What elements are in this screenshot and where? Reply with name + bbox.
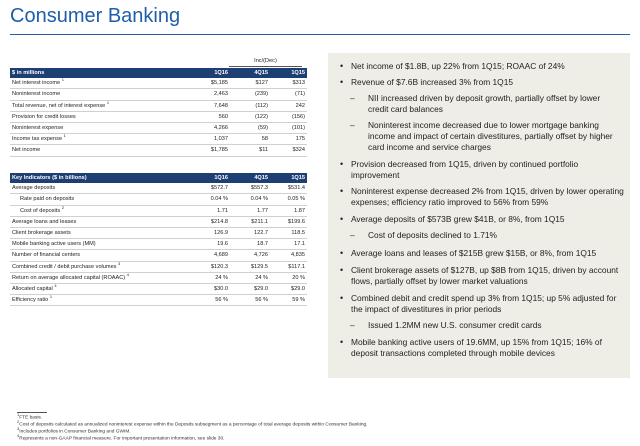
row-label-text: Provision for credit losses: [12, 113, 76, 120]
table-row: [10, 284, 307, 295]
value-cell: $11: [230, 145, 270, 156]
footnote: $^4$Represents a non-GAAP financial measure. For important presentation information, see slide 30.: [17, 433, 225, 442]
bullet-item: [340, 77, 626, 88]
value-cell: 56 %: [198, 295, 230, 306]
bullet-item: [340, 186, 626, 208]
row-label: [10, 134, 198, 145]
value-cell: $531.4: [270, 183, 307, 194]
footnote-marker: 4: [54, 283, 57, 289]
bullet-text: Revenue of $7.6B increased 3% from 1Q15: [351, 77, 514, 87]
row-label-text: Total revenue, net of interest expense: [12, 102, 106, 109]
value-cell: $199.6: [270, 216, 307, 227]
row-label-text: Allocated capital: [12, 286, 53, 293]
value-cell: 175: [270, 134, 307, 145]
row-label: [10, 205, 198, 216]
row-label: [10, 228, 198, 239]
value-cell: 1.77: [230, 205, 270, 216]
row-label-text: Net interest income: [12, 80, 61, 87]
value-cell: $5,185: [198, 78, 230, 89]
row-label-text: Average deposits: [12, 185, 56, 192]
bullet-icon: •: [340, 186, 344, 196]
value-cell: 19.6: [198, 239, 230, 250]
value-cell: $214.8: [198, 216, 230, 227]
financials-table-body: [10, 78, 307, 156]
bullet-text: Client brokerage assets of $127B, up $8B from 1Q15, driven by account flows, partially offset by lower market valuations: [351, 265, 619, 286]
footnote-marker: 4: [126, 272, 129, 277]
row-label: [10, 123, 198, 134]
value-cell: 7,648: [198, 100, 230, 111]
footnote-marker: 1: [49, 294, 53, 300]
footnote-marker: 1: [63, 133, 66, 139]
value-cell: 122.7: [230, 228, 270, 239]
row-label-text: Rate paid on deposits: [20, 196, 75, 203]
sub-bullet-text: Noninterest income decreased due to lower mortgage banking income and impact of certain divestitures, partially offset by higher card income and service charges: [368, 120, 613, 152]
value-cell: 2,463: [198, 89, 230, 100]
value-cell: $324: [270, 145, 307, 156]
row-label-text: Income tax expense: [12, 136, 63, 143]
row-label: [10, 145, 198, 156]
value-cell: $30.0: [198, 284, 230, 295]
value-cell: 1,037: [198, 134, 230, 145]
value-cell: 58: [230, 134, 270, 145]
row-label: [10, 284, 198, 295]
bullet-text: Combined debit and credit spend up 3% from 1Q15; up 5% adjusted for the impact of divestitures in prior periods: [351, 293, 617, 314]
sub-bullet-item: [350, 230, 622, 241]
key-indicators-table: [10, 173, 307, 306]
value-cell: (239): [230, 89, 270, 100]
value-cell: 118.5: [270, 228, 307, 239]
dash-icon: –: [350, 320, 355, 330]
value-cell: 59 %: [270, 295, 307, 306]
sub-bullet-item: [350, 93, 622, 115]
header-cell: 1Q15: [270, 173, 307, 183]
row-label: [10, 239, 198, 250]
footnote-marker: 1: [61, 78, 64, 83]
bullet-item: [340, 293, 626, 315]
value-cell: 1.87: [270, 205, 307, 216]
row-label-text: Net income: [12, 147, 41, 154]
dash-icon: –: [350, 120, 355, 130]
bullet-item: [340, 337, 626, 359]
table-header-row: [10, 173, 307, 183]
header-cell: 1Q15: [270, 68, 307, 78]
row-label: [10, 78, 198, 89]
value-cell: $572.7: [198, 183, 230, 194]
row-label: [10, 261, 198, 272]
bullet-text: Net income of $1.8B, up 22% from 1Q15; ROAAC of 24%: [351, 61, 565, 71]
bullet-text: Noninterest expense decreased 2% from 1Q15, driven by lower operating expenses; efficiency ratio improved to 56% from 59%: [351, 186, 624, 207]
header-cell: 4Q15: [230, 68, 270, 78]
row-label: [10, 183, 198, 194]
bullet-item: [340, 248, 626, 259]
footnote-text: FTE basis.: [19, 415, 43, 421]
row-label-text: Noninterest expense: [12, 125, 64, 132]
table-row: [10, 261, 307, 272]
value-cell: (112): [230, 100, 270, 111]
value-cell: (122): [230, 111, 270, 122]
value-cell: 20 %: [270, 272, 307, 283]
dash-icon: –: [350, 230, 355, 240]
value-cell: 1.71: [198, 205, 230, 216]
value-cell: 0.04 %: [198, 194, 230, 205]
bullet-item: [340, 61, 626, 72]
table-row: [10, 205, 307, 216]
table-row: [10, 183, 307, 194]
bullet-text: Provision decreased from 1Q15, driven by continued portfolio improvement: [351, 159, 579, 180]
footnote: $^2$Cost of deposits calculated as annualized noninterest expense within the Deposits subsegment as a percentage of total average deposits within Consumer Banking.: [17, 419, 368, 428]
row-label-text: Return on average allocated capital (ROAAC): [12, 274, 126, 281]
bullet-icon: •: [340, 77, 344, 87]
value-cell: $1,785: [198, 145, 230, 156]
value-cell: 126.9: [198, 228, 230, 239]
inc-dec-header: Inc/(Dec): [229, 57, 302, 67]
bullet-item: [340, 265, 626, 287]
row-label: [10, 272, 198, 283]
row-label: [10, 111, 198, 122]
footnote-text: Cost of deposits calculated as annualized noninterest expense within the Deposits subsegment as a percentage of total average deposits within Consumer Banking.: [19, 422, 368, 428]
bullet-text: Average deposits of $573B grew $41B, or 8%, from 1Q15: [351, 214, 565, 224]
value-cell: (156): [270, 111, 307, 122]
value-cell: $120.3: [198, 261, 230, 272]
footnote-marker: 1: [106, 100, 110, 105]
value-cell: $129.5: [230, 261, 270, 272]
sub-bullet-text: Cost of deposits declined to 1.71%: [368, 230, 497, 240]
value-cell: $313: [270, 78, 307, 89]
bullet-icon: •: [340, 159, 344, 169]
table-row: [10, 78, 307, 89]
footnote-marker: 3: [118, 261, 121, 266]
bullet-text: Average loans and leases of $215B grew $15B, or 8%, from 1Q15: [351, 248, 597, 258]
bullet-text: Mobile banking active users of 19.6MM, up 15% from 1Q15; 16% of deposit transactions completed through mobile devices: [351, 337, 602, 358]
table-row: [10, 111, 307, 122]
row-label-text: Efficiency ratio: [12, 297, 49, 304]
footnote-text: Includes portfolios in Consumer Banking and GWIM.: [19, 429, 131, 435]
dash-icon: –: [350, 93, 355, 103]
value-cell: 56 %: [230, 295, 270, 306]
row-label-text: Average loans and leases: [12, 218, 77, 225]
table-row: [10, 250, 307, 261]
row-label: [10, 100, 198, 111]
value-cell: 24 %: [198, 272, 230, 283]
value-cell: $29.0: [270, 284, 307, 295]
value-cell: 242: [270, 100, 307, 111]
bullet-icon: •: [340, 293, 344, 303]
footnote-rule: [17, 412, 47, 413]
sub-bullet-item: [350, 120, 622, 153]
table-row: [10, 134, 307, 145]
sub-bullet-item: [350, 320, 622, 331]
footnote-text: Represents a non-GAAP financial measure. For important presentation information, see slide 30.: [19, 436, 225, 442]
table-row: [10, 295, 307, 306]
row-label-text: Mobile banking active users (MM): [12, 241, 96, 248]
table-row: [10, 145, 307, 156]
header-cell: 1Q16: [198, 173, 230, 183]
bullet-icon: •: [340, 248, 344, 258]
row-label: [10, 295, 198, 306]
row-label-text: Client brokerage assets: [12, 230, 71, 237]
value-cell: $211.1: [230, 216, 270, 227]
value-cell: 4,266: [198, 123, 230, 134]
sub-bullet-text: Issued 1.2MM new U.S. consumer credit cards: [368, 320, 542, 330]
row-label-text: Cost of deposits: [20, 207, 61, 214]
row-label: [10, 216, 198, 227]
table-row: [10, 239, 307, 250]
value-cell: $29.0: [230, 284, 270, 295]
table-row: [10, 100, 307, 111]
value-cell: $127: [230, 78, 270, 89]
bullet-icon: •: [340, 214, 344, 224]
value-cell: 0.05 %: [270, 194, 307, 205]
table-row: [10, 216, 307, 227]
row-label: [10, 194, 198, 205]
bullet-icon: •: [340, 265, 344, 275]
header-cell: $ in millions: [10, 68, 198, 78]
bullet-item: [340, 214, 626, 225]
row-label: [10, 250, 198, 261]
key-indicators-table-body: [10, 183, 307, 306]
header-cell: 4Q15: [230, 173, 270, 183]
value-cell: 4,689: [198, 250, 230, 261]
value-cell: $117.1: [270, 261, 307, 272]
page-title: Consumer Banking: [10, 5, 181, 27]
table-row: [10, 89, 307, 100]
table-row: [10, 272, 307, 283]
sub-bullet-text: NII increased driven by deposit growth, partially offset by lower credit card balances: [368, 93, 601, 114]
value-cell: 4,835: [270, 250, 307, 261]
row-label-text: Number of financial centers: [12, 252, 81, 259]
row-label: [10, 89, 198, 100]
value-cell: 18.7: [230, 239, 270, 250]
table-row: [10, 194, 307, 205]
bullet-icon: •: [340, 337, 344, 347]
value-cell: 24 %: [230, 272, 270, 283]
row-label-text: Combined credit / debit purchase volumes: [12, 263, 117, 270]
table-row: [10, 123, 307, 134]
header-cell: Key Indicators ($ in billions): [10, 173, 198, 183]
table-header-row: [10, 68, 307, 78]
value-cell: 4,726: [230, 250, 270, 261]
value-cell: 0.04 %: [230, 194, 270, 205]
value-cell: (71): [270, 89, 307, 100]
value-cell: (101): [270, 123, 307, 134]
header-cell: 1Q16: [198, 68, 230, 78]
title-rule: [10, 34, 630, 35]
value-cell: (59): [230, 123, 270, 134]
financials-table: [10, 68, 307, 157]
bullet-item: [340, 159, 626, 181]
value-cell: 17.1: [270, 239, 307, 250]
row-label-text: Noninterest income: [12, 91, 61, 98]
value-cell: 560: [198, 111, 230, 122]
footnote: $^1$FTE basis.: [17, 412, 43, 421]
footnote: $^3$Includes portfolios in Consumer Banking and GWIM.: [17, 426, 131, 435]
table-row: [10, 228, 307, 239]
bullet-icon: •: [340, 61, 344, 71]
footnote-marker: 2: [61, 205, 64, 210]
value-cell: $557.3: [230, 183, 270, 194]
